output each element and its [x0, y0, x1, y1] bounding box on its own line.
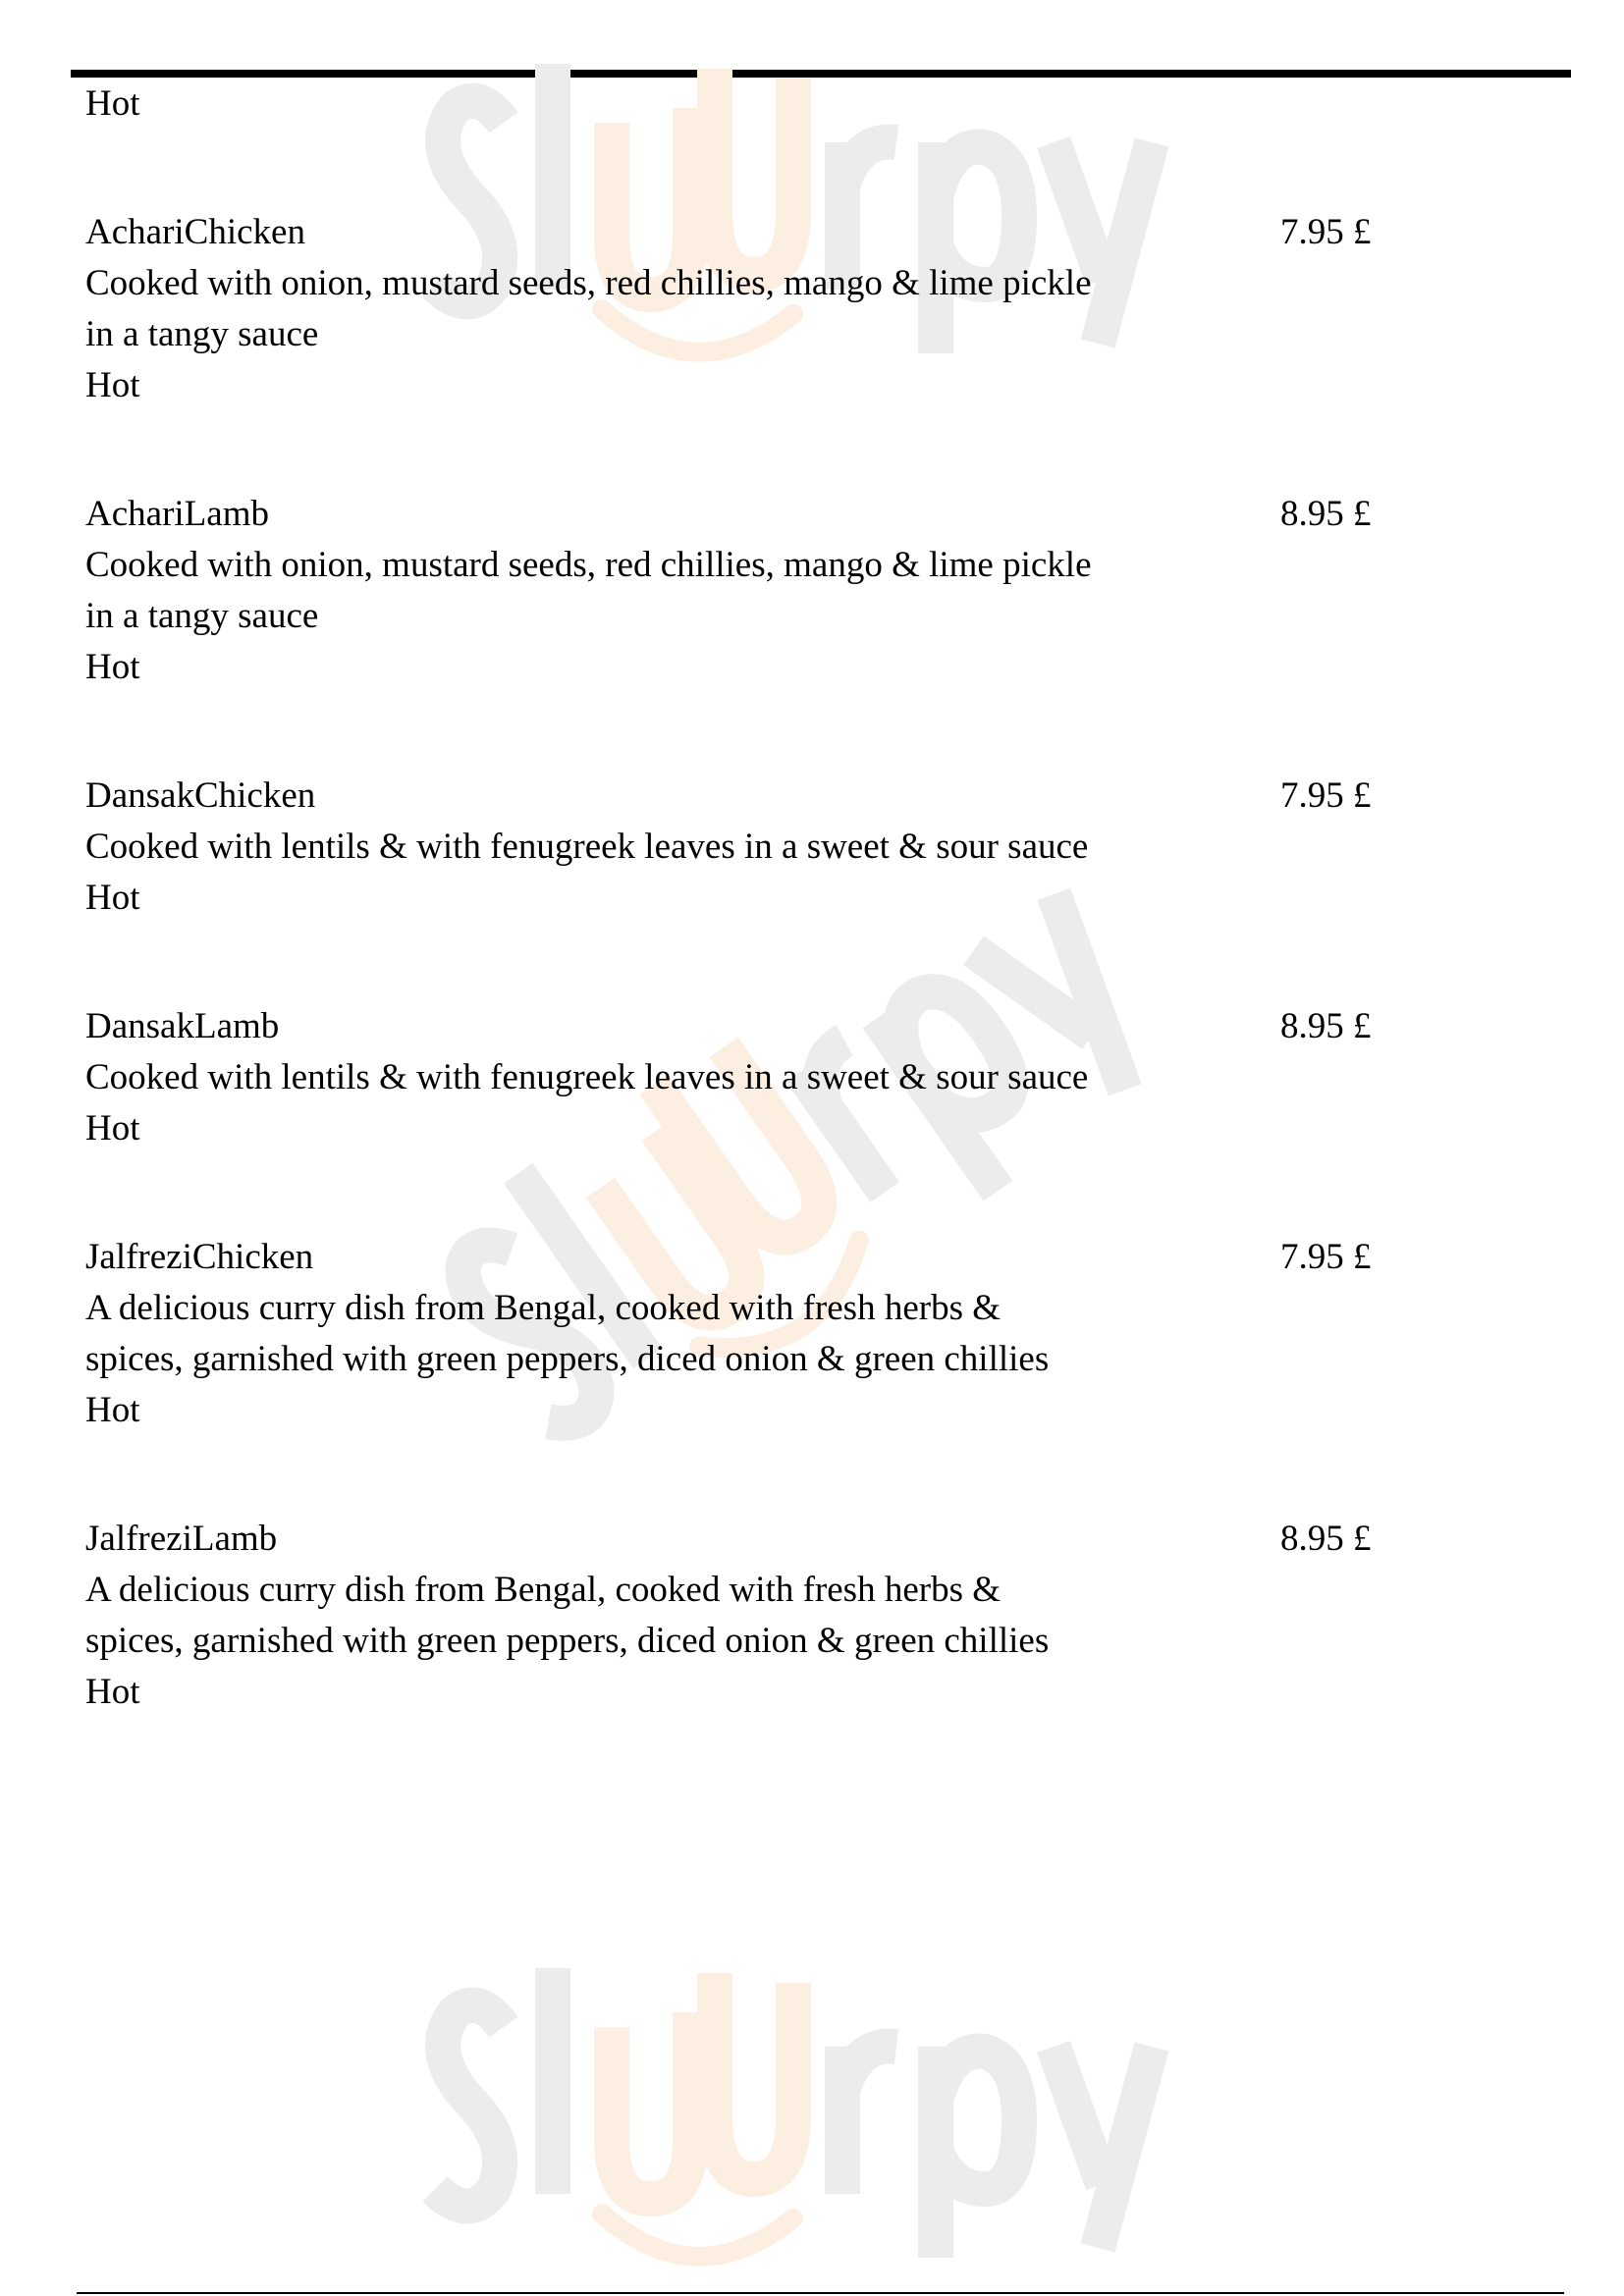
spice-level: Hot — [85, 83, 140, 124]
item-name: AchariChicken — [85, 212, 305, 252]
spice-level: Hot — [85, 647, 140, 687]
menu-item — [85, 1514, 1539, 1718]
item-description: Cooked with lentils & with fenugreek leaves in a sweet & sour sauce — [85, 827, 1089, 867]
sluurpy-watermark — [410, 1953, 1216, 2268]
menu-item-fragment — [85, 79, 1539, 130]
item-price: 7.95 £ — [1280, 1237, 1372, 1277]
spice-level: Hot — [85, 878, 140, 918]
item-description: Cooked with onion, mustard seeds, red chillies, mango & lime pickle — [85, 545, 1092, 585]
item-price: 7.95 £ — [1280, 775, 1372, 816]
menu-item — [85, 771, 1539, 924]
item-price: 7.95 £ — [1280, 212, 1372, 252]
item-description: Cooked with lentils & with fenugreek leaves in a sweet & sour sauce — [85, 1057, 1089, 1097]
item-price: 8.95 £ — [1280, 1519, 1372, 1559]
bottom-rule — [77, 2292, 1564, 2294]
item-name: JalfreziLamb — [85, 1519, 278, 1559]
item-price: 8.95 £ — [1280, 494, 1372, 534]
item-name: DansakLamb — [85, 1006, 280, 1046]
menu-item — [85, 1001, 1539, 1154]
item-description: A delicious curry dish from Bengal, cooked with fresh herbs & — [85, 1288, 1001, 1328]
spice-level: Hot — [85, 1108, 140, 1148]
item-description: in a tangy sauce — [85, 314, 319, 354]
menu-item — [85, 489, 1539, 693]
menu-item — [85, 207, 1539, 411]
item-name: AchariLamb — [85, 494, 269, 534]
item-description: spices, garnished with green peppers, diced onion & green chillies — [85, 1339, 1050, 1379]
item-name: DansakChicken — [85, 775, 316, 816]
item-description: in a tangy sauce — [85, 596, 319, 636]
spice-level: Hot — [85, 1390, 140, 1430]
menu-list — [85, 79, 1539, 1795]
item-description: A delicious curry dish from Bengal, cooked with fresh herbs & — [85, 1570, 1001, 1610]
item-price: 8.95 £ — [1280, 1006, 1372, 1046]
spice-level: Hot — [85, 365, 140, 405]
item-name: JalfreziChicken — [85, 1237, 314, 1277]
menu-item — [85, 1232, 1539, 1436]
item-description: spices, garnished with green peppers, diced onion & green chillies — [85, 1621, 1050, 1661]
spice-level: Hot — [85, 1672, 140, 1712]
item-description: Cooked with onion, mustard seeds, red chillies, mango & lime pickle — [85, 263, 1092, 303]
